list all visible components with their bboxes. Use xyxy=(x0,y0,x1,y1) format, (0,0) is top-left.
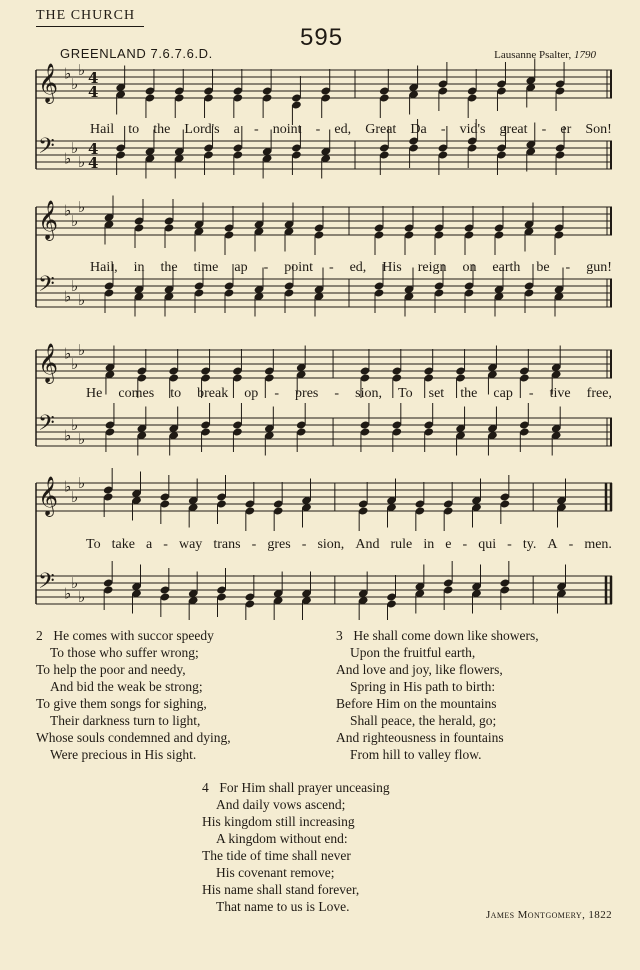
lyric-syllable: great xyxy=(499,122,528,137)
stanza-line xyxy=(202,779,390,796)
lyric-syllable: - xyxy=(328,260,334,275)
flat-icon: ♭ xyxy=(64,426,72,445)
stanza-line-text: Spring in His path to birth: xyxy=(350,679,496,694)
author-year: 1822 xyxy=(588,909,612,921)
lyric-syllable: on xyxy=(462,260,477,275)
lyric-syllable: reign xyxy=(417,260,447,275)
stanza-line xyxy=(336,644,539,661)
lyric-syllable: And xyxy=(355,537,380,552)
time-signature-bottom: 4 xyxy=(88,154,99,172)
stanza-line-text: The tide of time shall never xyxy=(202,848,351,863)
lyric-syllable: ap xyxy=(234,260,248,275)
tune-source-name: Lausanne Psalter, xyxy=(494,49,572,61)
lyric-syllable: comes xyxy=(118,386,155,401)
stanza-line xyxy=(202,796,390,813)
lyric-syllable: men. xyxy=(584,537,612,552)
lyric-syllable: to xyxy=(128,122,140,137)
stanza-line-text: To help the poor and needy, xyxy=(36,662,186,677)
lyric-syllable: take xyxy=(111,537,135,552)
stanza-line xyxy=(36,712,231,729)
time-signature-bottom: 4 xyxy=(88,83,99,101)
lyric-syllable: in xyxy=(133,260,145,275)
flat-icon: ♭ xyxy=(64,287,72,306)
lyric-syllable: Great xyxy=(365,122,397,137)
lyric-syllable: e xyxy=(445,537,452,552)
stanza-line-text: He comes with succor speedy xyxy=(53,628,214,643)
stanza-line-text: And daily vows ascend; xyxy=(216,797,346,812)
lyric-syllable: to xyxy=(170,386,182,401)
stanza-line xyxy=(336,695,539,712)
lyric-syllable: sion, xyxy=(317,537,345,552)
flat-icon: ♭ xyxy=(78,61,86,79)
flat-icon: ♭ xyxy=(71,574,79,592)
flat-icon: ♭ xyxy=(78,474,86,492)
flat-icon: ♭ xyxy=(78,588,86,606)
flat-icon: ♭ xyxy=(71,488,79,506)
lyric-syllable: - xyxy=(568,537,574,552)
stanza-line-text: And righteousness in fountains xyxy=(336,730,504,745)
stanza-line xyxy=(36,627,231,644)
lyric-syllable: ed, xyxy=(334,122,352,137)
lyric-syllable: er xyxy=(560,122,572,137)
lyric-syllable: - xyxy=(541,122,547,137)
stanza-line xyxy=(36,644,231,661)
stanza-2 xyxy=(36,627,231,763)
bass-clef-icon: 𝄢 xyxy=(38,272,55,302)
lyrics-system-3 xyxy=(86,386,612,402)
lyric-syllable: ed, xyxy=(349,260,367,275)
lyric-syllable: trans xyxy=(213,537,241,552)
lyric-syllable: free, xyxy=(586,386,612,401)
flat-icon: ♭ xyxy=(64,477,72,496)
stanza-line-text: To those who suffer wrong; xyxy=(50,645,199,660)
lyric-syllable: - xyxy=(251,537,257,552)
flat-icon: ♭ xyxy=(78,291,86,309)
flat-icon: ♭ xyxy=(64,201,72,220)
stanza-line-text: Their darkness turn to light, xyxy=(50,713,201,728)
tune-source-year: 1790 xyxy=(574,49,596,61)
bass-clef-icon: 𝄢 xyxy=(38,411,55,441)
hymn-number: 595 xyxy=(300,24,344,51)
lyric-syllable: in xyxy=(423,537,435,552)
lyric-syllable: op xyxy=(244,386,259,401)
lyric-syllable: point xyxy=(284,260,313,275)
time-signature-top: 4 xyxy=(88,69,99,87)
lyric-syllable: Son! xyxy=(585,122,612,137)
lyric-syllable: Da xyxy=(410,122,427,137)
lyric-syllable: A xyxy=(547,537,558,552)
lyric-syllable: sion, xyxy=(355,386,382,401)
lyric-syllable: To xyxy=(398,386,413,401)
stanza-line xyxy=(36,661,231,678)
stanza-line xyxy=(336,678,539,695)
lyric-syllable: - xyxy=(565,260,571,275)
lyric-syllable: be xyxy=(536,260,550,275)
flat-icon: ♭ xyxy=(71,212,79,230)
stanza-line xyxy=(36,746,231,763)
lyric-syllable: time xyxy=(193,260,219,275)
stanza-line xyxy=(36,695,231,712)
flat-icon: ♭ xyxy=(71,139,79,157)
stanza-line xyxy=(336,746,539,763)
lyric-syllable: - xyxy=(528,386,534,401)
lyric-syllable: - xyxy=(440,122,446,137)
stanza-number: 2 xyxy=(36,628,43,643)
treble-clef-icon: 𝄞 xyxy=(38,63,59,103)
stanza-line xyxy=(202,830,390,847)
stanza-line-text: To give them songs for sighing, xyxy=(36,696,207,711)
lyric-syllable: - xyxy=(253,122,259,137)
flat-icon: ♭ xyxy=(64,64,72,83)
stanza-line-text: And bid the weak be strong; xyxy=(50,679,203,694)
stanza-line xyxy=(202,881,390,898)
lyrics-system-4 xyxy=(86,537,612,553)
lyric-syllable: - xyxy=(315,122,321,137)
stanza-line xyxy=(36,678,231,695)
stanza-line xyxy=(336,729,539,746)
treble-clef-icon: 𝄞 xyxy=(38,343,59,383)
stanza-line xyxy=(336,712,539,729)
lyric-syllable: vid's xyxy=(459,122,486,137)
stanza-number: 4 xyxy=(202,780,209,795)
lyric-syllable: tive xyxy=(549,386,571,401)
flat-icon: ♭ xyxy=(64,584,72,603)
stanza-line-text: Whose souls condemned and dying, xyxy=(36,730,231,745)
lyric-syllable: Hail, xyxy=(90,260,118,275)
stanza-line-text: His covenant remove; xyxy=(216,865,335,880)
author-name: James Montgomery, xyxy=(485,909,586,921)
flat-icon: ♭ xyxy=(71,355,79,373)
lyric-syllable: gun! xyxy=(586,260,612,275)
lyric-syllable: - xyxy=(163,537,168,552)
flat-icon: ♭ xyxy=(64,149,72,168)
lyric-syllable: pres xyxy=(295,386,319,401)
lyric-syllable: gres xyxy=(267,537,291,552)
treble-clef-icon: 𝄞 xyxy=(38,200,59,240)
stanza-number: 3 xyxy=(336,628,343,643)
stanza-line-text: That name to us is Love. xyxy=(216,899,350,914)
author-credit xyxy=(486,909,612,921)
tune-name: GREENLAND 7.6.7.6.D. xyxy=(60,46,213,61)
lyric-syllable: Hail xyxy=(90,122,115,137)
lyric-syllable: cap xyxy=(493,386,513,401)
lyric-syllable: qui xyxy=(478,537,497,552)
stanza-line xyxy=(202,898,390,915)
stanza-line-text: Shall peace, the herald, go; xyxy=(350,713,497,728)
lyric-syllable: noint xyxy=(272,122,302,137)
stanza-line xyxy=(202,847,390,864)
stanza-line-text: His kingdom still increasing xyxy=(202,814,355,829)
stanza-line xyxy=(202,813,390,830)
time-signature-top: 4 xyxy=(88,140,99,158)
stanza-line-text: Upon the fruitful earth, xyxy=(350,645,476,660)
lyric-syllable: the xyxy=(160,260,178,275)
running-head: THE CHURCH xyxy=(36,8,136,23)
flat-icon: ♭ xyxy=(71,416,79,434)
treble-clef-icon: 𝄞 xyxy=(38,476,59,516)
stanza-line-text: For Him shall prayer unceasing xyxy=(219,780,390,795)
stanza-3 xyxy=(336,627,539,763)
stanza-line-text: He shall come down like showers, xyxy=(353,628,539,643)
flat-icon: ♭ xyxy=(71,277,79,295)
stanza-line xyxy=(36,729,231,746)
stanza-line-text: His name shall stand forever, xyxy=(202,882,360,897)
lyric-syllable: - xyxy=(334,386,340,401)
lyrics-system-1 xyxy=(90,122,612,138)
lyric-syllable: way xyxy=(178,537,203,552)
lyric-syllable: - xyxy=(263,260,269,275)
lyric-syllable: a xyxy=(146,537,153,552)
flat-icon: ♭ xyxy=(78,153,86,171)
lyric-syllable: the xyxy=(153,122,171,137)
stanza-line-text: A kingdom without end: xyxy=(216,831,348,846)
lyric-syllable: - xyxy=(274,386,279,401)
stanza-line xyxy=(336,627,539,644)
stanza-line-text: Before Him on the mountains xyxy=(336,696,497,711)
lyric-syllable: - xyxy=(462,537,468,552)
lyric-syllable: His xyxy=(382,260,402,275)
stanza-line-text: From hill to valley flow. xyxy=(350,747,482,762)
flat-icon: ♭ xyxy=(78,430,86,448)
lyric-syllable: the xyxy=(460,386,478,401)
flat-icon: ♭ xyxy=(71,75,79,93)
lyrics-system-2 xyxy=(90,260,612,276)
flat-icon: ♭ xyxy=(78,198,86,216)
lyric-syllable: a xyxy=(233,122,240,137)
lyric-syllable: break xyxy=(197,386,229,401)
stanza-4 xyxy=(202,779,390,915)
lyric-syllable: To xyxy=(86,537,101,552)
lyric-syllable: ty. xyxy=(522,537,537,552)
stanza-line-text: And love and joy, like flowers, xyxy=(336,662,503,677)
flat-icon: ♭ xyxy=(64,344,72,363)
bass-clef-icon: 𝄢 xyxy=(38,134,55,164)
lyric-syllable: Lord's xyxy=(184,122,220,137)
lyric-syllable: - xyxy=(301,537,307,552)
stanza-line xyxy=(336,661,539,678)
flat-icon: ♭ xyxy=(78,341,86,359)
lyric-syllable: - xyxy=(507,537,512,552)
stanza-line xyxy=(202,864,390,881)
stanza-line-text: Were precious in His sight. xyxy=(50,747,197,762)
lyric-syllable: set xyxy=(428,386,445,401)
lyric-syllable: earth xyxy=(492,260,521,275)
lyric-syllable: rule xyxy=(390,537,413,552)
bass-clef-icon: 𝄢 xyxy=(38,569,55,599)
lyric-syllable: He xyxy=(86,386,103,401)
